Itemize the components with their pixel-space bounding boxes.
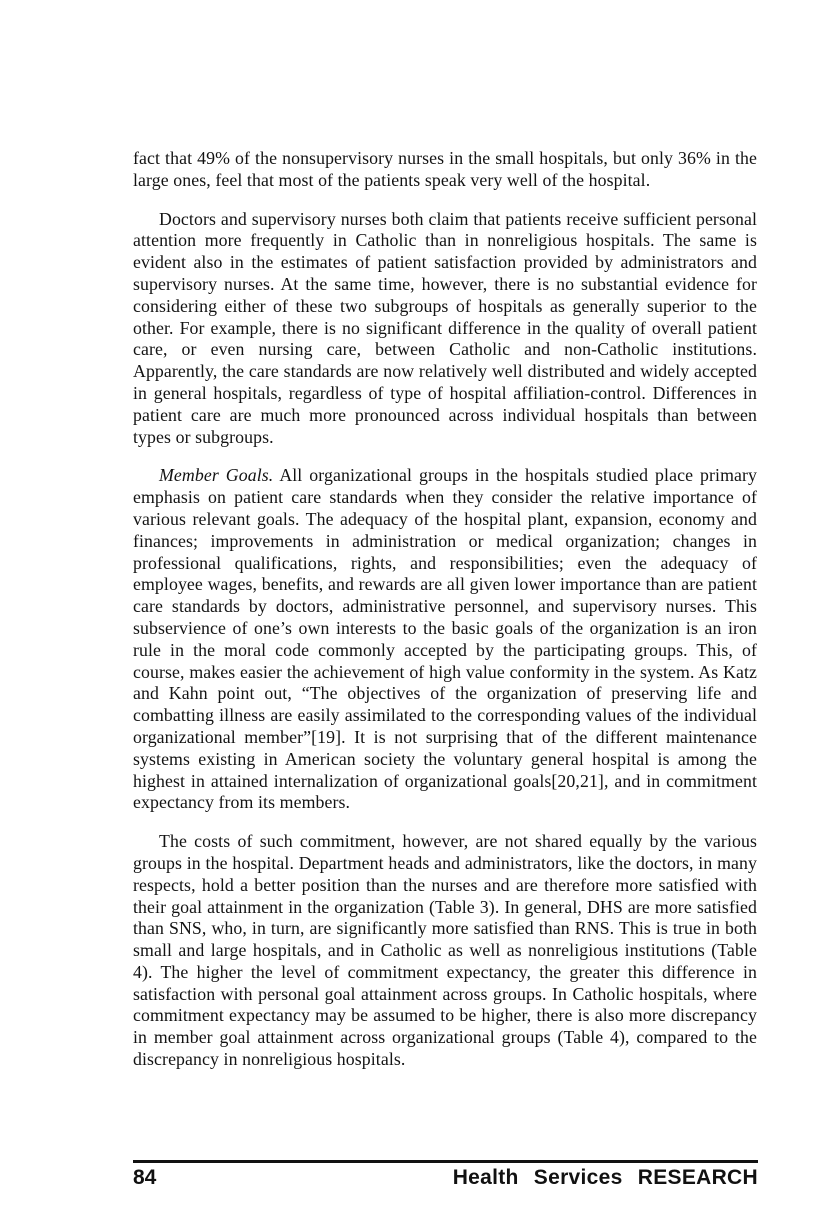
page-number: 84	[133, 1166, 157, 1189]
journal-title: Health Services RESEARCH	[452, 1166, 758, 1189]
article-body	[133, 148, 757, 1071]
footer-divider	[133, 1160, 758, 1163]
paragraph-commitment-costs: The costs of such commitment, however, are not shared equally by the various groups in the hospital. Department heads and administrators, like the doctors, in many respects, hold a better position than the nurses and are therefore more satisfied with their goal attainment in the organization (Table 3). In general, DHS are more satisfied than SNS, who, in turn, are significantly more satisfied than RNS. This is true in both small and large hospitals, and in Catholic as well as nonreligious institutions (Table 4). The higher the level of commitment expectancy, the greater this difference in satisfaction with personal goal attainment across groups. In Catholic hospitals, where commitment expectancy may be assumed to be higher, there is also more discrepancy in member goal attainment across organizational groups (Table 4), compared to the discrepancy in nonreligious hospitals.	[133, 831, 757, 1070]
paragraph-patient-attention: Doctors and supervisory nurses both claim that patients receive sufficient personal attention more frequently in Catholic than in nonreligious hospitals. The same is evident also in the estimates of patient satisfaction provided by administrators and supervisory nurses. At the same time, however, there is no substantial evidence for considering either of these two subgroups of hospitals as generally superior to the other. For example, there is no significant difference in the quality of overall patient care, or even nursing care, between Catholic and non-Catholic institutions. Apparently, the care standards are now relatively well distributed and widely accepted in general hospitals, regardless of type of hospital affiliation-control. Differences in patient care are much more pronounced across individual hospitals than between types or subgroups.	[133, 208, 757, 447]
page-footer	[133, 1166, 758, 1190]
member-goals-lead: Member Goals.	[159, 465, 274, 486]
paragraph-member-goals	[133, 465, 757, 814]
member-goals-text: All organizational groups in the hospitals studied place primary emphasis on patient care standards when they consider the relative importance of various relevant goals. The adequacy of the hospital plant, expansion, economy and finances; improvements in administration or medical organization; changes in professional qualifications, rights, and responsibilities; even the adequacy of employee wages, benefits, and rewards are all given lower importance than are patient care standards by doctors, administrative personnel, and supervisory nurses. This subservience of one’s own interests to the basic goals of the organization is an iron rule in the moral code commonly accepted by the participating groups. This, of course, makes easier the achievement of high value conformity in the system. As Katz and Kahn point out, “The objectives of the organization of preserving life and combatting illness are easily assimilated to the corresponding values of the individual organizational member”[19]. It is not surprising that of the different maintenance systems existing in American society the voluntary general hospital is among the highest in attained internalization of organizational goals[20,21], and in commitment expectancy from its members.	[133, 465, 757, 813]
paragraph-continuation: fact that 49% of the nonsupervisory nurses in the small hospitals, but only 36% in the large ones, feel that most of the patients speak very well of the hospital.	[133, 148, 757, 190]
